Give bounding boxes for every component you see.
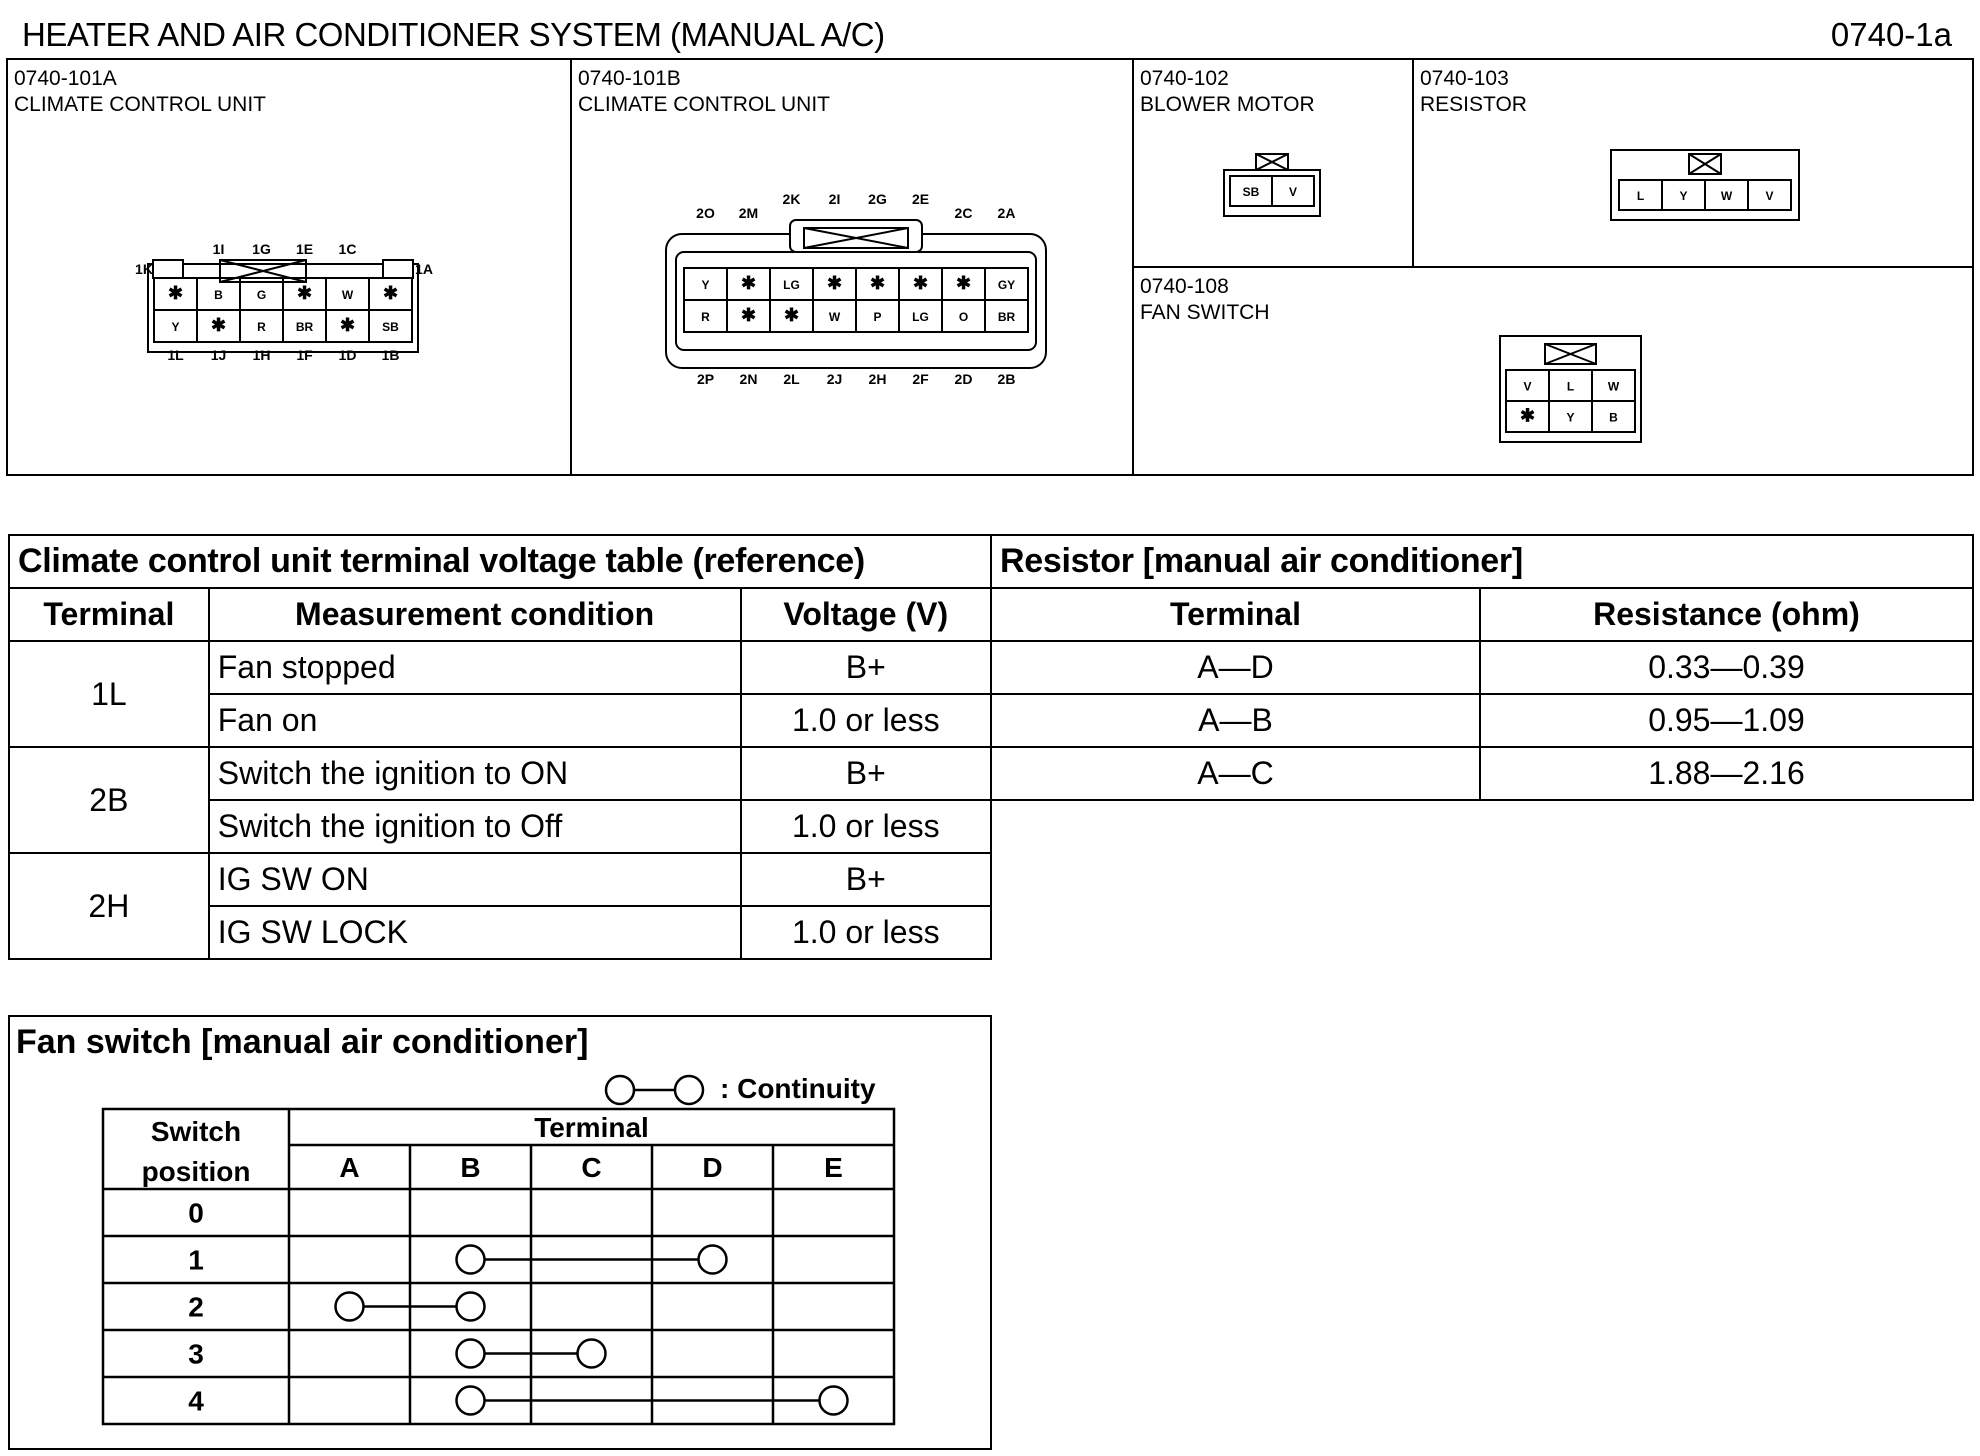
resistor-table-title: Resistor [manual air conditioner]	[991, 535, 1973, 588]
voltage-cell: B+	[741, 641, 992, 694]
connector-title: CLIMATE CONTROL UNIT	[14, 93, 267, 116]
connector-title: CLIMATE CONTROL UNIT	[578, 93, 831, 116]
pin-label: ✱	[167, 283, 184, 303]
pin-label: W	[341, 288, 354, 302]
connector-diagram-ccu-b	[572, 60, 1136, 478]
pin-label: ✱	[740, 273, 757, 293]
pin-label: ✱	[826, 273, 843, 293]
fan-switch-box	[8, 1015, 992, 1450]
terminal-column-header: B	[460, 1152, 481, 1183]
pin-label: Y	[701, 278, 710, 292]
voltage-cell: B+	[741, 747, 992, 800]
voltage-cell: B+	[741, 853, 992, 906]
resistance-cell: 0.95—1.09	[1480, 694, 1973, 747]
terminal-label: 1L	[167, 347, 184, 363]
terminal-cell: A—D	[991, 641, 1480, 694]
continuity-point	[578, 1340, 606, 1368]
pin-label: W	[1720, 189, 1733, 203]
terminal-label: 1G	[252, 241, 271, 257]
connector-diagram-ccu-a	[8, 60, 574, 478]
panel-ccu-b	[570, 58, 1134, 476]
terminal-column-header: E	[824, 1152, 843, 1183]
column-header: Terminal	[9, 588, 209, 641]
pin-label: ✱	[339, 315, 356, 335]
switch-position-value: 4	[188, 1385, 204, 1417]
switch-position-value: 3	[188, 1338, 204, 1370]
condition-cell: IG SW LOCK	[209, 906, 741, 959]
condition-cell: Switch the ignition to ON	[209, 747, 741, 800]
pin-label: W	[1607, 379, 1620, 394]
pin-label: W	[828, 310, 841, 324]
terminal-label: 2C	[954, 205, 973, 221]
terminal-label: 2N	[739, 371, 758, 387]
pin-label: P	[873, 310, 882, 324]
voltage-cell: 1.0 or less	[741, 800, 992, 853]
column-header: Measurement condition	[209, 588, 741, 641]
continuity-point	[457, 1340, 485, 1368]
terminal-cell: A—C	[991, 747, 1480, 800]
pin-label: LG	[783, 278, 800, 292]
terminal-label: 1A	[415, 261, 433, 277]
pin-label: O	[958, 310, 969, 324]
voltage-cell: 1.0 or less	[741, 906, 992, 959]
page-title: HEATER AND AIR CONDITIONER SYSTEM (MANUAL A/C)	[22, 16, 885, 53]
terminal-label: 2L	[783, 371, 800, 387]
panel-fan-switch	[1132, 266, 1974, 476]
panel-blower	[1132, 58, 1414, 268]
terminal-cell: 1L	[9, 641, 209, 747]
pin-label: Y	[1679, 189, 1688, 203]
fan-switch-continuity-table	[8, 1015, 992, 1450]
column-header: Resistance (ohm)	[1480, 588, 1973, 641]
pin-label: V	[1765, 189, 1774, 203]
table-row	[991, 641, 1973, 694]
housing-corner	[383, 260, 413, 278]
pin-label: ✱	[912, 273, 929, 293]
pin-label: L	[1636, 189, 1645, 203]
panel-resistor	[1412, 58, 1974, 268]
condition-cell: Fan on	[209, 694, 741, 747]
continuity-point	[457, 1387, 485, 1415]
connector-code: 0740-102	[1140, 67, 1229, 90]
pin-label: ✱	[955, 273, 972, 293]
switch-position-value: 1	[188, 1244, 204, 1276]
terminal-label: 1F	[296, 347, 313, 363]
pin-label: Y	[1566, 410, 1575, 425]
connector-code: 0740-108	[1140, 275, 1229, 298]
continuity-point	[820, 1387, 848, 1415]
pin-label: BR	[997, 310, 1016, 324]
continuity-point	[699, 1246, 727, 1274]
condition-cell: IG SW ON	[209, 853, 741, 906]
pin-label: ✱	[740, 305, 757, 325]
terminal-label: 1K	[135, 261, 153, 277]
terminal-column-header: A	[339, 1152, 360, 1183]
table-row	[9, 853, 991, 906]
terminal-label: 2O	[696, 205, 715, 221]
continuity-legend-label: : Continuity	[720, 1073, 876, 1104]
terminal-label: 1I	[212, 241, 225, 257]
terminal-label: 2B	[997, 371, 1016, 387]
connector-code: 0740-101B	[578, 67, 681, 90]
continuity-point	[457, 1246, 485, 1274]
pin-label: R	[701, 310, 710, 324]
pin-label: G	[256, 288, 267, 302]
pin-label: B	[214, 288, 223, 302]
pin-label: ✱	[382, 283, 399, 303]
pin-label: ✱	[1519, 405, 1536, 426]
pin-label: SB	[382, 320, 399, 334]
terminal-label: 2H	[868, 371, 887, 387]
switch-position-header: Switch	[150, 1116, 242, 1147]
terminal-label: 2M	[738, 205, 759, 221]
pin-label: SB	[1242, 185, 1260, 199]
connector-title: FAN SWITCH	[1140, 301, 1270, 324]
resistor-table	[990, 534, 1974, 801]
pin-label: B	[1609, 410, 1618, 425]
connector-code: 0740-101A	[14, 67, 117, 90]
pin-label: V	[1523, 379, 1532, 394]
terminal-label: 1C	[338, 241, 357, 257]
connector-diagram-fan-switch	[1134, 268, 1976, 478]
voltage-cell: 1.0 or less	[741, 694, 992, 747]
pin-label: ✱	[210, 315, 227, 335]
continuity-point	[336, 1293, 364, 1321]
pin-label: BR	[295, 320, 314, 334]
resistance-cell: 0.33—0.39	[1480, 641, 1973, 694]
table-row	[991, 747, 1973, 800]
pin-label: GY	[997, 278, 1016, 292]
continuity-point	[457, 1293, 485, 1321]
terminal-label: 2A	[997, 205, 1016, 221]
terminal-header: Terminal	[534, 1112, 649, 1143]
table-row	[991, 694, 1973, 747]
terminal-column-header: C	[581, 1152, 602, 1183]
connector-diagram-resistor	[1414, 60, 1976, 270]
resistance-cell: 1.88—2.16	[1480, 747, 1973, 800]
terminal-label: 1H	[252, 347, 271, 363]
connector-title: BLOWER MOTOR	[1140, 93, 1315, 116]
pin-label: R	[257, 320, 266, 334]
terminal-label: 2D	[954, 371, 973, 387]
condition-cell: Fan stopped	[209, 641, 741, 694]
column-header: Terminal	[991, 588, 1480, 641]
connector-diagram-blower	[1134, 60, 1416, 270]
terminal-label: 1J	[210, 347, 227, 363]
pin-label: ✱	[783, 305, 800, 325]
terminal-cell: 2H	[9, 853, 209, 959]
terminal-label: 1B	[381, 347, 400, 363]
fan-switch-title: Fan switch [manual air conditioner]	[16, 1023, 589, 1061]
connector-title: RESISTOR	[1420, 93, 1527, 116]
switch-position-value: 2	[188, 1291, 204, 1323]
terminal-label: 1E	[295, 241, 314, 257]
panel-ccu-a	[6, 58, 572, 476]
terminal-label: 2P	[696, 371, 715, 387]
pin-label: LG	[912, 310, 929, 324]
terminal-label: 2K	[782, 191, 801, 207]
pin-label: ✱	[869, 273, 886, 293]
switch-position-header: position	[141, 1156, 251, 1187]
pin-label: Y	[171, 320, 180, 334]
connector-code: 0740-103	[1420, 67, 1509, 90]
housing-corner	[153, 260, 183, 278]
table-row	[9, 747, 991, 800]
terminal-label: 1D	[338, 347, 357, 363]
pin-label: V	[1288, 185, 1298, 199]
terminal-label: 2F	[912, 371, 929, 387]
condition-cell: Switch the ignition to Off	[209, 800, 741, 853]
voltage-table	[8, 534, 992, 960]
column-header: Voltage (V)	[741, 588, 992, 641]
voltage-table-title: Climate control unit terminal voltage table (reference)	[9, 535, 991, 588]
terminal-cell: A—B	[991, 694, 1480, 747]
terminal-label: 2I	[828, 191, 841, 207]
terminal-cell: 2B	[9, 747, 209, 853]
switch-position-value: 0	[188, 1197, 204, 1229]
pin-label: L	[1566, 379, 1575, 394]
terminal-label: 2E	[911, 191, 930, 207]
pin-label: ✱	[296, 283, 313, 303]
terminal-label: 2J	[826, 371, 843, 387]
terminal-column-header: D	[702, 1152, 723, 1183]
table-row	[9, 641, 991, 694]
page-code: 0740-1a	[1830, 16, 1952, 53]
terminal-label: 2G	[868, 191, 887, 207]
